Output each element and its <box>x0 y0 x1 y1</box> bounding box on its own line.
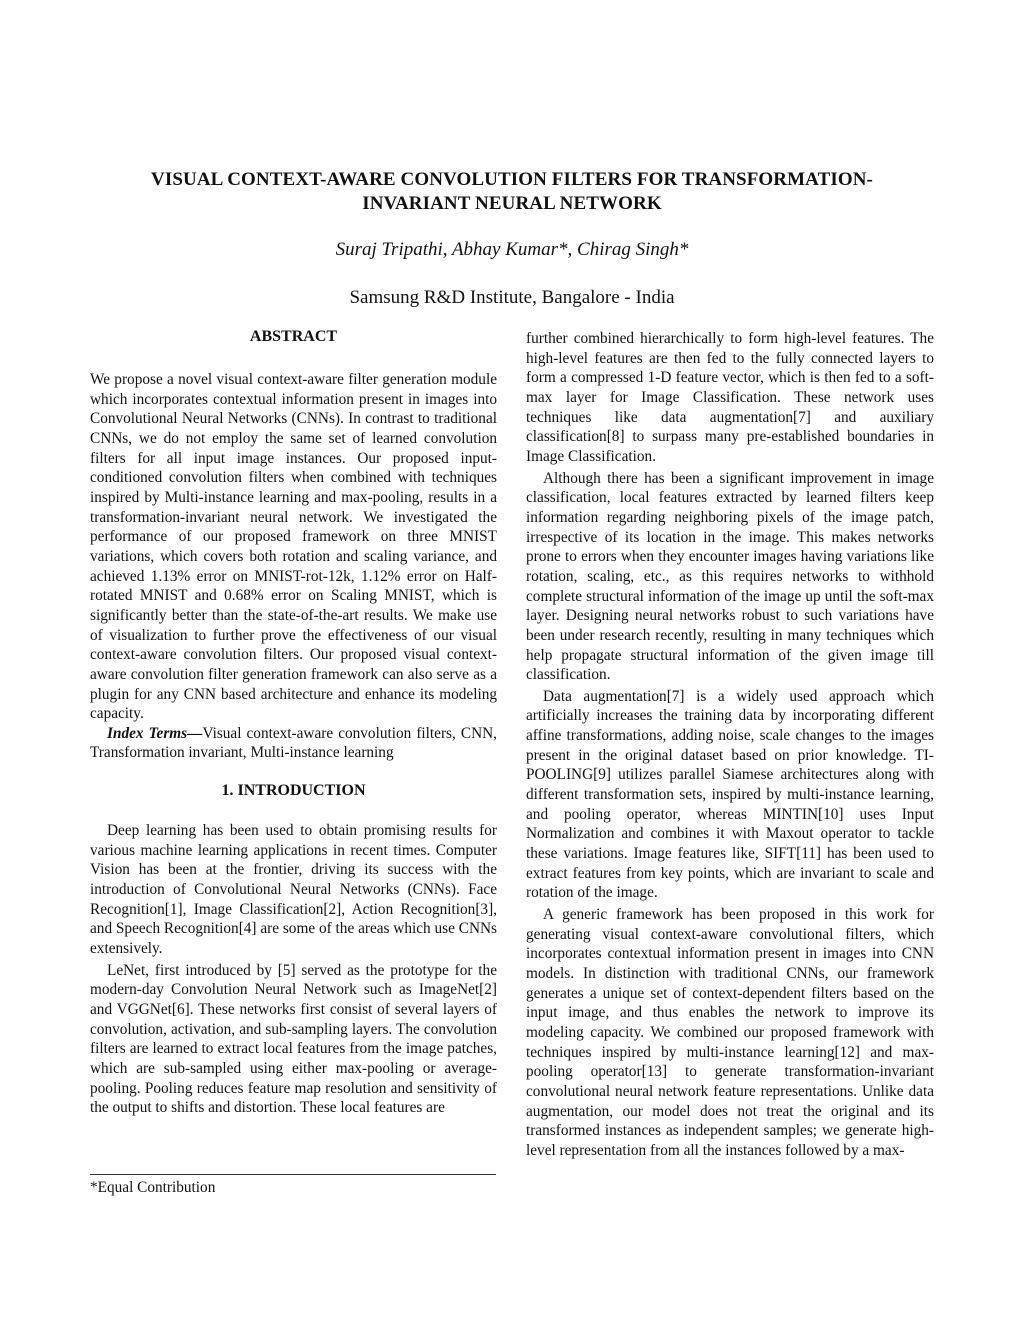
right-column <box>526 329 934 1161</box>
intro-paragraph-1: Deep learning has been used to obtain promising results for various machine learning applications in recent times. Computer Vision has been at the frontier, driving its success with the introduction of Convolutional Neural Networks (CNNs). Face Recognition[1], Image Classification[2], Action Recognition[3], and Speech Recognition[4] are some of the areas which use CNNs extensively. <box>90 822 497 958</box>
paper-title <box>90 168 934 216</box>
right-paragraph-3: Data augmentation[7] is a widely used approach which artificially increases the training data by incorporating different affine transformations, adding noise, scale changes to the images present in the original dataset based on prior knowledge. TI-POOLING[9] utilizes parallel Siamese architectures along with different transformation sets, inspired by multi-instance learning, and pooling operator, whereas MINTIN[10] uses Input Normalization and combines it with Maxout operator to tackle these variations. Image features like, SIFT[11] has been used to extract features from key points, which are invariant to scale and rotation of the image. <box>526 687 934 902</box>
title-line-1: VISUAL CONTEXT-AWARE CONVOLUTION FILTERS FOR TRANSFORMATION- <box>151 169 873 190</box>
index-terms-label: Index Terms— <box>107 724 203 742</box>
footnote: *Equal Contribution <box>90 1179 216 1196</box>
right-paragraph-2: Although there has been a significant improvement in image classification, local features extracted by learned filters keep information regarding neighboring pixels of the image patch, irrespective of its location in the image. This makes networks prone to errors when they encounter images having variations like rotation, scaling, etc., as this requires networks to withhold complete structural information of the image up until the soft-max layer. Designing neural networks robust to such variations have been under research recently, resulting in many techniques which help propagate structural information of the given image till classification. <box>526 469 934 684</box>
author-list: Suraj Tripathi, Abhay Kumar*, Chirag Singh* <box>335 239 689 260</box>
right-paragraph-4: A generic framework has been proposed in this work for generating visual context-aware convolutional filters, which incorporates contextual information present in images into CNN models. In distinction with traditional CNNs, our framework generates a unique set of context-dependent filters based on the input image, and thus enables the network to improve its modeling capacity. We combined our proposed framework with techniques inspired by multi-instance learning[12] and max-pooling operator[13] to generate transformation-invariant convolutional neural network feature representations. Unlike data augmentation, our model does not treat the original and its transformed instances as independent samples; we generate high-level representation from all the instances followed by a max- <box>526 906 934 1159</box>
footnote-rule <box>90 1174 496 1175</box>
right-paragraph-1: further combined hierarchically to form high-level features. The high-level features are then fed to the fully connected layers to form a compressed 1-D feature vector, which is then fed to a soft-max layer for Image Classification. These network uses techniques like data augmentation[7] and auxiliary classification[8] to surpass many pre-established boundaries in Image Classification. <box>526 330 934 465</box>
intro-paragraph-2: LeNet, first introduced by [5] served as the prototype for the modern-day Convolution Neural Network such as ImageNet[2] and VGGNet[6]. These networks first consist of several layers of convolution, activation, and sub-sampling layers. The convolution filters are learned to extract local features from the image patches, which are sub-sampled using either max-pooling or average-pooling. Pooling reduces feature map resolution and sensitivity of the output to shifts and distortion. These local features are <box>90 961 497 1117</box>
introduction-heading: 1. INTRODUCTION <box>221 782 366 800</box>
index-terms-text: Visual context-aware convolution filters, CNN, Transformation invariant, Multi-instance learning <box>90 724 497 762</box>
index-terms <box>90 724 497 763</box>
abstract-text: We propose a novel visual context-aware filter generation module which incorporates contextual information present in images into Convolutional Neural Networks (CNNs). In contrast to traditional CNNs, we do not employ the same set of learned convolution filters for all input image instances. Our proposed input-conditioned convolution filters when combined with techniques inspired by Multi-instance learning and max-pooling, results in a transformation-invariant neural network. We investigated the performance of our proposed framework on three MNIST variations, which covers both rotation and scaling variance, and achieved 1.13% error on MNIST-rot-12k, 1.12% error on Half-rotated MNIST and 0.68% error on Scaling MNIST, which is significantly better than the state-of-the-art results. We make use of visualization to further prove the effectiveness of our visual context-aware convolution filters. Our proposed visual context-aware convolution filter generation framework can also serve as a plugin for any CNN based architecture and enhance its modeling capacity. <box>90 371 497 723</box>
abstract-heading: ABSTRACT <box>249 328 338 345</box>
title-line-2: INVARIANT NEURAL NETWORK <box>362 193 662 214</box>
left-column <box>90 327 497 1118</box>
affiliation: Samsung R&D Institute, Bangalore - India <box>349 287 675 308</box>
